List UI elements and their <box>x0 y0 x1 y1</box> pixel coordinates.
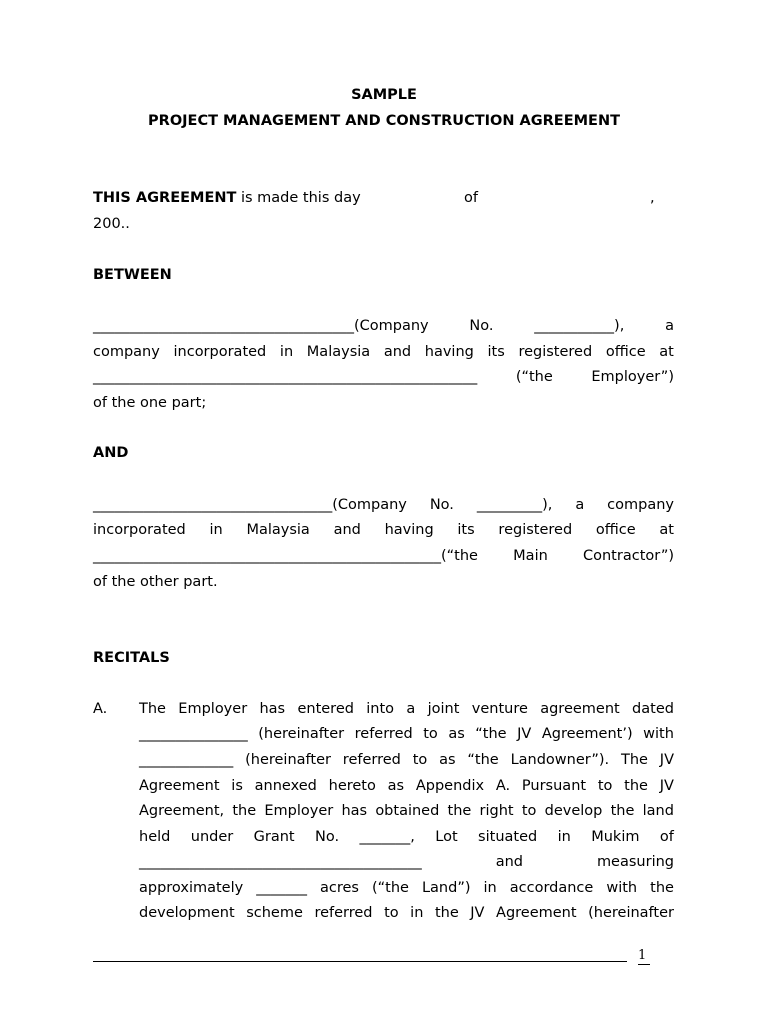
recital-a-line-7 <box>139 853 674 871</box>
word: the <box>610 803 635 819</box>
word: Appendix <box>415 778 485 794</box>
word: a <box>406 701 416 717</box>
word: and <box>383 344 412 360</box>
word: has <box>259 701 286 717</box>
word: a <box>575 497 585 513</box>
word: The <box>139 701 166 717</box>
word: its <box>457 522 475 538</box>
word: Malaysia <box>306 344 371 360</box>
between-heading: BETWEEN <box>93 267 172 283</box>
word: The <box>620 752 648 768</box>
word: right <box>479 803 514 819</box>
employer-line-1 <box>93 317 674 335</box>
word: of <box>659 829 674 845</box>
word: _______________ <box>139 726 248 742</box>
word: measuring <box>596 854 674 870</box>
word: incorporated <box>93 522 186 538</box>
word: to <box>423 726 438 742</box>
word: company <box>607 497 674 513</box>
word: (hereinafter <box>245 752 331 768</box>
word: the <box>650 880 674 896</box>
word: to <box>521 803 537 819</box>
word: Pursuant <box>521 778 587 794</box>
word: dated <box>632 701 674 717</box>
word: its <box>487 344 505 360</box>
intro-comma: , <box>650 190 655 206</box>
word: as <box>439 752 456 768</box>
word: ____________________________________(Company <box>93 318 429 334</box>
word: approximately <box>139 880 244 896</box>
word: _______ <box>256 880 307 896</box>
word: under <box>190 829 234 845</box>
recital-a-line-6 <box>139 828 674 846</box>
intro-of: of <box>464 190 478 206</box>
employer-line-2 <box>93 343 674 361</box>
recital-a-line-2 <box>139 725 674 743</box>
word: “the <box>475 726 507 742</box>
word: _____________________________________________________ <box>93 369 478 385</box>
word: and <box>333 522 361 538</box>
word: held <box>139 829 171 845</box>
word: Lot <box>435 829 458 845</box>
word: development <box>139 905 235 921</box>
contractor-line-3 <box>93 547 674 565</box>
sample-heading: SAMPLE <box>351 87 417 103</box>
word: Employer <box>178 701 248 717</box>
word: in <box>557 829 571 845</box>
word: referred <box>342 752 401 768</box>
word: obtained <box>375 803 440 819</box>
word: (hereinafter <box>588 905 674 921</box>
word: No. <box>315 829 340 845</box>
recital-a-line-1 <box>139 700 674 718</box>
word: referred <box>354 726 413 742</box>
recital-a-line-4 <box>139 777 674 795</box>
word: hereto <box>328 778 376 794</box>
recital-a-line-9 <box>139 904 674 922</box>
word: company <box>93 344 160 360</box>
word: (“the <box>515 369 553 385</box>
footer-rule <box>93 961 627 962</box>
word: office <box>605 344 646 360</box>
recital-a-line-5 <box>139 802 674 820</box>
word: in <box>483 880 497 896</box>
word: registered <box>518 344 593 360</box>
word: ________________________________________________(“the <box>93 548 478 564</box>
word: _______________________________________ <box>139 854 422 870</box>
word: office <box>595 522 636 538</box>
word: having <box>384 522 434 538</box>
word: entered <box>297 701 354 717</box>
word: with <box>606 880 638 896</box>
word: accordance <box>509 880 594 896</box>
word: in <box>209 522 223 538</box>
word: _________________________________(Company <box>93 497 407 513</box>
word: Land”) <box>421 880 471 896</box>
word: develop <box>544 803 603 819</box>
word: to <box>412 752 428 768</box>
word: in <box>410 905 424 921</box>
agreement-lead: THIS AGREEMENT <box>93 190 237 206</box>
word: Mukim <box>591 829 640 845</box>
word: annexed <box>254 778 317 794</box>
word: into <box>366 701 395 717</box>
word: in <box>279 344 294 360</box>
word: Contractor”) <box>583 548 674 564</box>
recital-a-label: A. <box>93 701 108 717</box>
word: at <box>659 344 674 360</box>
word: registered <box>498 522 573 538</box>
word: Agreement, <box>139 803 225 819</box>
word: JV <box>659 752 674 768</box>
word: the <box>447 803 472 819</box>
word: _____________ <box>139 752 234 768</box>
word: Main <box>513 548 548 564</box>
word: acres <box>319 880 359 896</box>
employer-line-3 <box>93 368 674 386</box>
made-this-day: is made this day <box>240 190 361 206</box>
word: has <box>341 803 368 819</box>
word: Employer”) <box>591 369 674 385</box>
recital-a-line-8 <box>139 879 674 897</box>
word: to <box>597 778 613 794</box>
word: Agreement’) <box>541 726 633 742</box>
word: Employer <box>264 803 334 819</box>
and-heading: AND <box>93 445 129 461</box>
word: the <box>434 905 459 921</box>
intro-year: 200.. <box>93 216 130 232</box>
word: with <box>643 726 674 742</box>
contractor-line-2 <box>93 521 674 539</box>
word: at <box>659 522 674 538</box>
word: as <box>448 726 465 742</box>
word: is <box>231 778 243 794</box>
recitals-heading: RECITALS <box>93 650 170 666</box>
word: No. <box>429 497 454 513</box>
word: and <box>495 854 523 870</box>
word: venture <box>471 701 528 717</box>
word: JV <box>659 778 674 794</box>
intro-sentence <box>93 189 361 207</box>
word: land <box>642 803 674 819</box>
word: JV <box>470 905 485 921</box>
word: a <box>665 318 674 334</box>
document-title: PROJECT MANAGEMENT AND CONSTRUCTION AGREEMENT <box>148 113 620 129</box>
word: as <box>387 778 405 794</box>
word: referred <box>314 905 373 921</box>
word: Malaysia <box>246 522 310 538</box>
word: JV <box>517 726 532 742</box>
contractor-line-1 <box>93 496 674 514</box>
word: the <box>624 778 648 794</box>
word: having <box>424 344 474 360</box>
word: Agreement <box>139 778 220 794</box>
word: _________), <box>476 497 553 513</box>
contractor-line-4: of the other part. <box>93 574 218 590</box>
word: agreement <box>540 701 620 717</box>
word: No. <box>469 318 494 334</box>
word: (hereinafter <box>258 726 345 742</box>
word: situated <box>478 829 538 845</box>
word: A. <box>495 778 511 794</box>
recital-a-line-3 <box>139 751 674 769</box>
word: to <box>384 905 399 921</box>
page-number: 1 <box>638 948 650 965</box>
word: incorporated <box>173 344 267 360</box>
word: joint <box>427 701 460 717</box>
word: Landowner”). <box>510 752 610 768</box>
word: ___________), <box>534 318 625 334</box>
employer-line-4: of the one part; <box>93 395 207 411</box>
word: Agreement <box>496 905 577 921</box>
word: scheme <box>246 905 303 921</box>
word: the <box>232 803 257 819</box>
word: “the <box>467 752 499 768</box>
word: Grant <box>253 829 295 845</box>
word: (“the <box>371 880 409 896</box>
word: _______, <box>359 829 415 845</box>
